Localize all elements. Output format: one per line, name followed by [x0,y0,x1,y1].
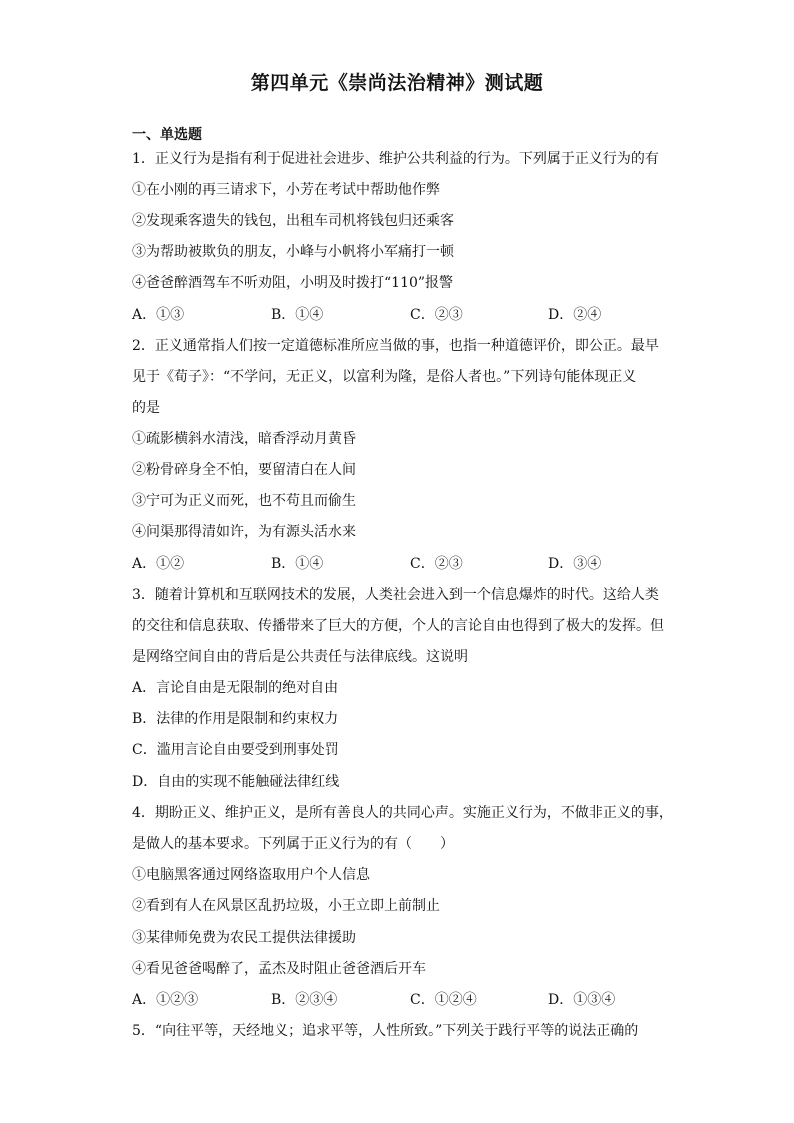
question-3-stem-line-3: 是网络空间自由的背后是公共责任与法律底线。这说明 [132,649,468,665]
question-4-option-d: D．①③④ [548,992,616,1008]
question-2-item-1: ①疏影横斜水清浅，暗香浮动月黄昏 [132,431,356,447]
question-4-stem-line-1: 4．期盼正义、维护正义，是所有善良人的共同心声。实施正义行为，不做非正义的事， [132,805,673,821]
question-1-item-3: ③为帮助被欺负的朋友，小峰与小帆将小军痛打一顿 [132,244,454,260]
question-2-item-4: ④问渠那得清如许，为有源头活水来 [132,524,356,540]
question-3-option-c: C．滥用言论自由要受到刑事处罚 [132,742,339,758]
question-4-stem-line-2: 是做人的基本要求。下列属于正义行为的有（ ） [132,836,454,852]
question-3-option-d: D．自由的实现不能触碰法律红线 [132,774,340,790]
question-2-stem-line-3: 的是 [132,400,160,416]
question-2-option-d: D．③④ [548,556,602,572]
question-1-item-1: ①在小刚的再三请求下，小芳在考试中帮助他作弊 [132,182,440,198]
question-2-stem-line-1: 2．正义通常指人们按一定道德标准所应当做的事，也指一种道德评价，即公正。最早 [132,338,659,354]
question-1-option-b: B．①④ [271,307,324,323]
question-3-stem-line-1: 3．随着计算机和互联网技术的发展，人类社会进入到一个信息爆炸的时代。这给人类 [132,587,659,603]
question-3-option-a: A．言论自由是无限制的绝对自由 [132,680,339,696]
question-5-stem: 5．“向往平等，天经地义；追求平等，人性所致。”下列关于践行平等的说法正确的 [132,1023,639,1039]
question-1-option-a: A．①③ [132,307,185,323]
question-4-item-3: ③某律师免费为农民工提供法律援助 [132,930,356,946]
question-2-option-a: A．①② [132,556,185,572]
question-4-item-4: ④看见爸爸喝醉了，孟杰及时阻止爸爸酒后开车 [132,961,426,977]
section-heading: 一、单选题 [132,127,202,143]
page-title: 第四单元《崇尚法治精神》测试题 [250,72,544,94]
question-4-option-a: A．①②③ [132,992,199,1008]
question-1-stem: 1．正义行为是指有利于促进社会进步、维护公共利益的行为。下列属于正义行为的有 [132,151,659,167]
question-3-stem-line-2: 的交往和信息获取、传播带来了巨大的方便，个人的言论自由也得到了极大的发挥。但 [132,618,664,634]
question-2-option-b: B．①④ [271,556,324,572]
question-1-item-4: ④爸爸醉酒驾车不听劝阻，小明及时拨打“110”报警 [132,275,454,291]
question-2-item-3: ③宁可为正义而死，也不苟且而偷生 [132,493,356,509]
question-4-option-c: C．①②④ [410,992,477,1008]
question-2-item-2: ②粉骨碎身全不怕，要留清白在人间 [132,462,356,478]
question-2-option-c: C．②③ [410,556,463,572]
question-4-option-b: B．②③④ [271,992,338,1008]
question-4-item-2: ②看到有人在风景区乱扔垃圾，小王立即上前制止 [132,898,440,914]
question-2-stem-line-2: 见于《荀子》：“不学问，无正义，以富利为隆，是俗人者也。”下列诗句能体现正义 [132,369,637,385]
question-1-item-2: ②发现乘客遗失的钱包，出租车司机将钱包归还乘客 [132,213,454,229]
question-4-item-1: ①电脑黑客通过网络盗取用户个人信息 [132,867,370,883]
question-3-option-b: B．法律的作用是限制和约束权力 [132,711,339,727]
question-1-option-d: D．②④ [548,307,602,323]
question-1-option-c: C．②③ [410,307,463,323]
